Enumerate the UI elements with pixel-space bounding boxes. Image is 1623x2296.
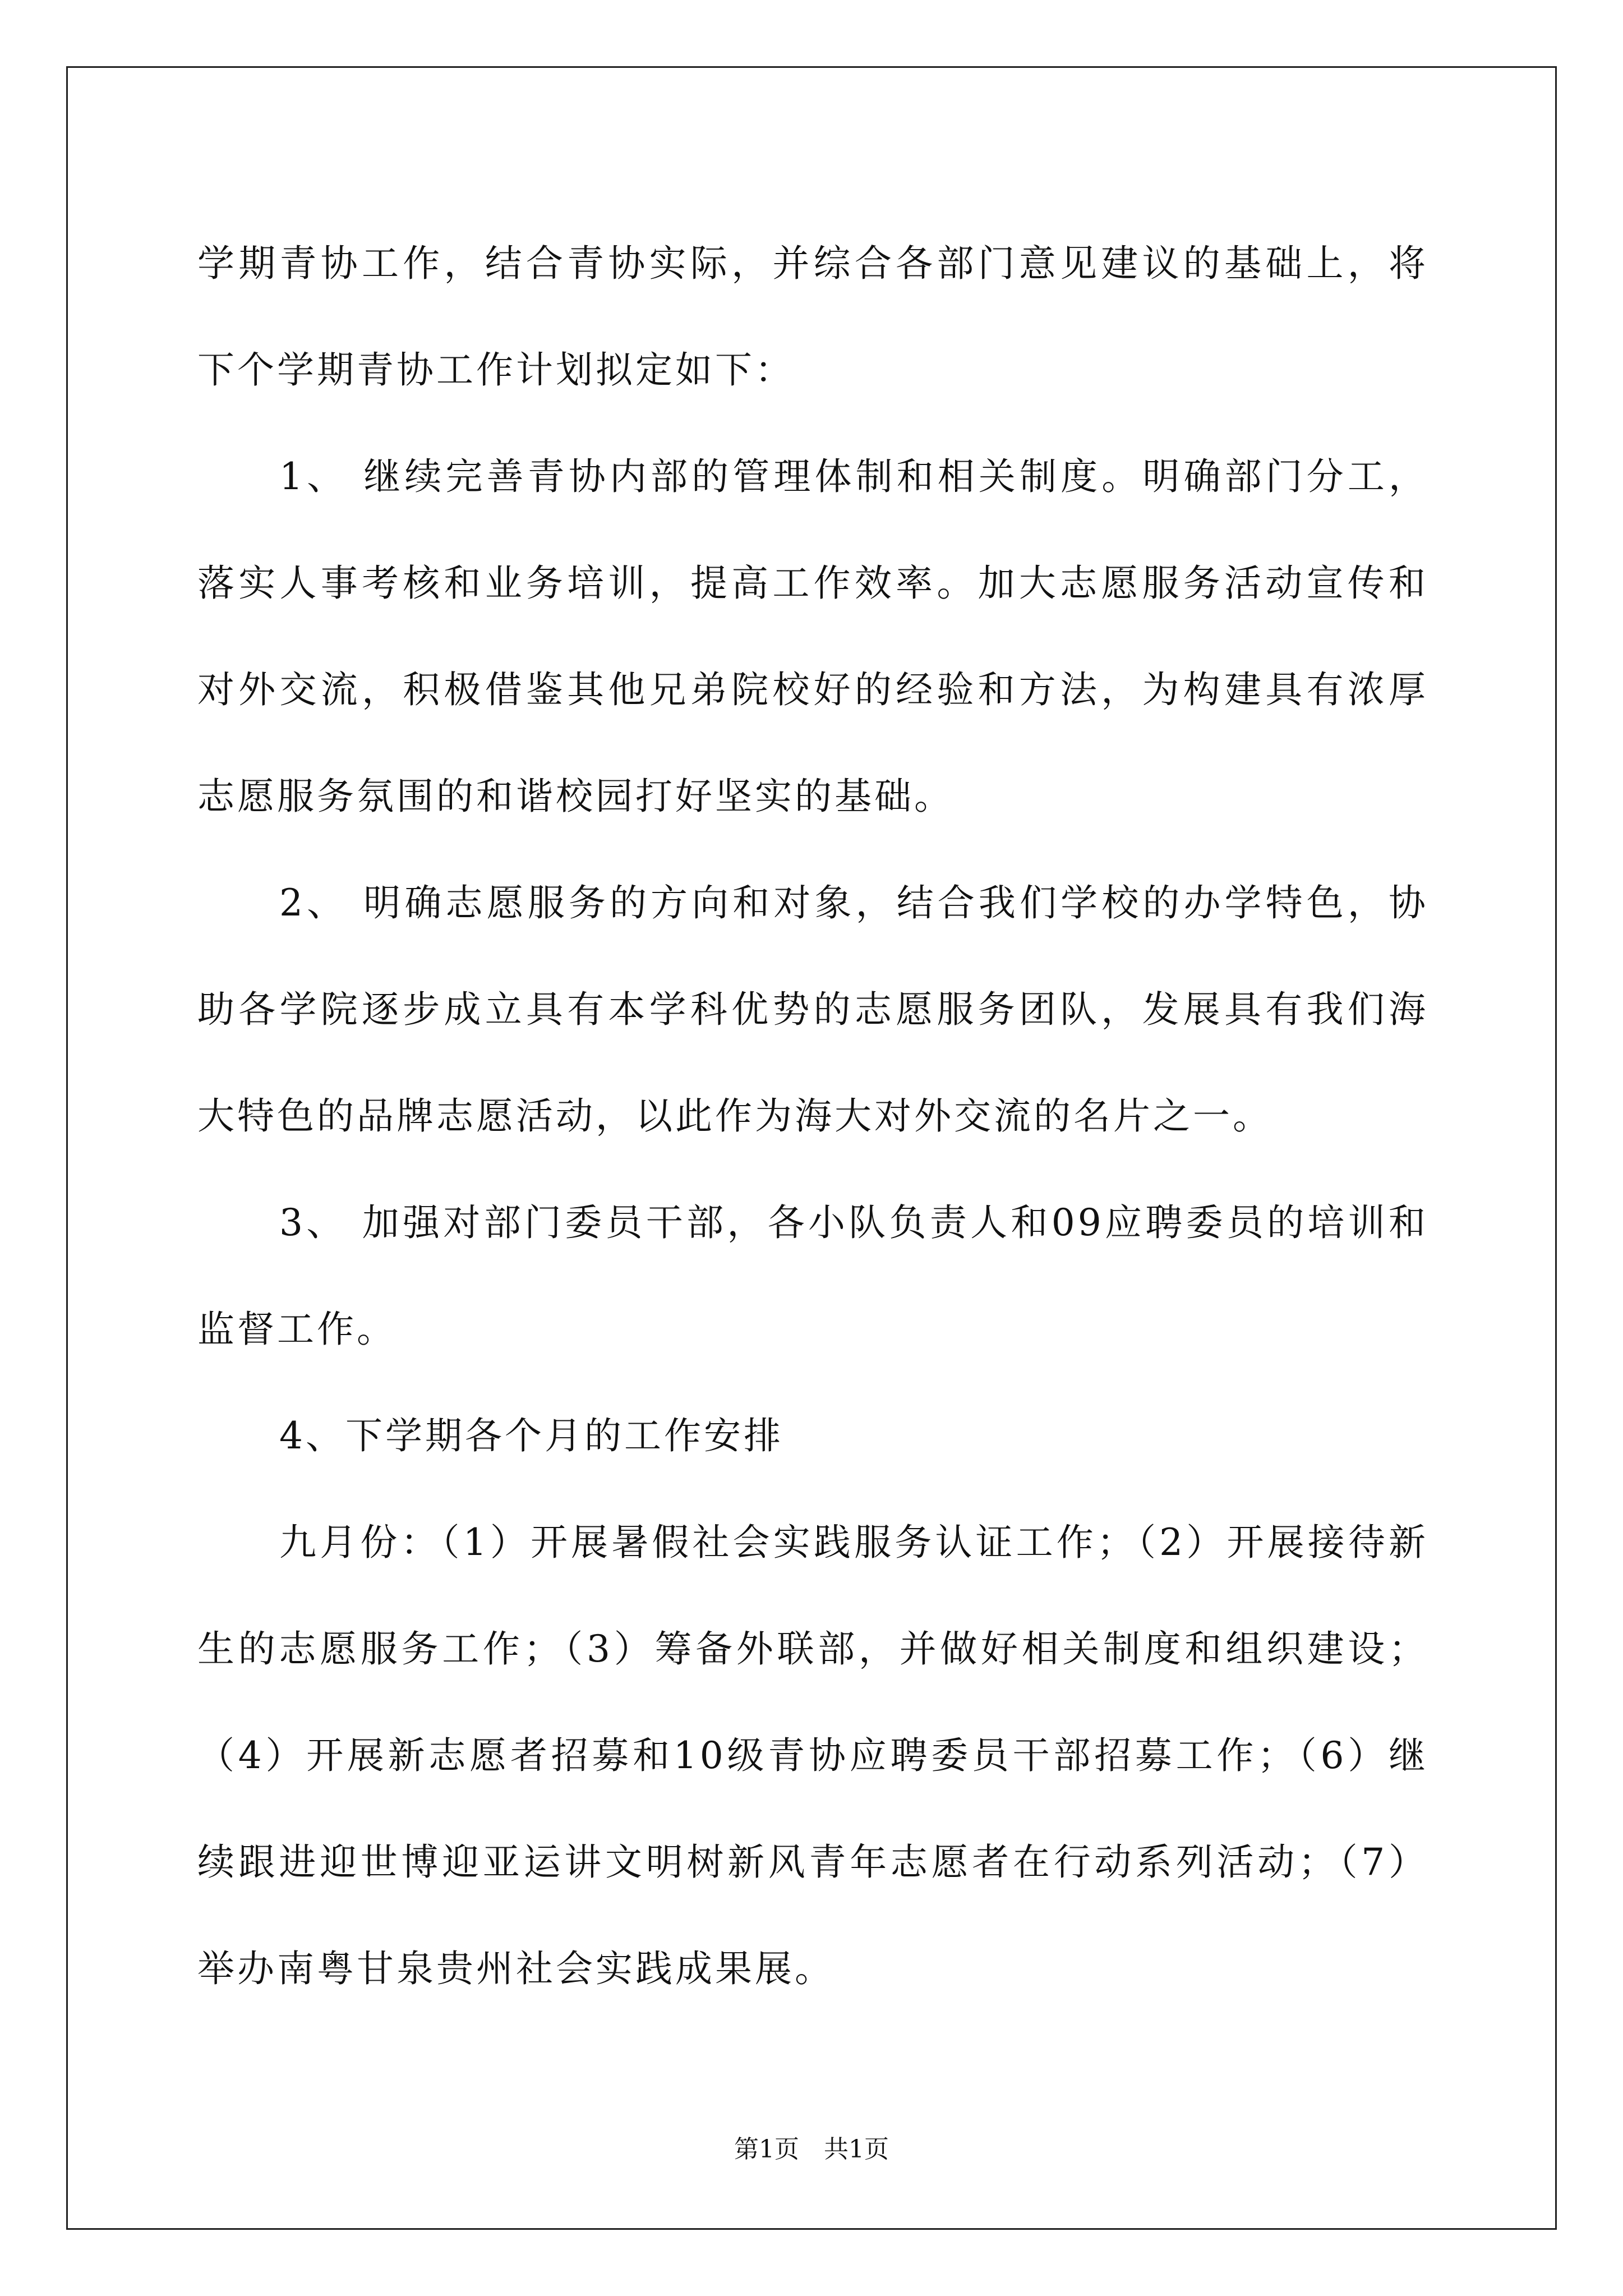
page-footer [0, 2129, 1623, 2165]
paragraph-item-2: 2、 明确志愿服务的方向和对象，结合我们学校的办学特色，协助各学院逐步成立具有本学科优势的志愿服务团队，发展具有我们海大特色的品牌志愿活动，以此作为海大对外交流的名片之一。 [197, 881, 1428, 1138]
paragraph-item-1: 1、 继续完善青协内部的管理体制和相关制度。明确部门分工，落实人事考核和业务培训，提高工作效率。加大志愿服务活动宣传和对外交流，积极借鉴其他兄弟院校好的经验和方法，为构建具有浓厚志愿服务氛围的和谐校园打好坚实的基础。 [197, 455, 1428, 818]
page-number-current: 第1页 [734, 2135, 799, 2164]
page-number-total: 共1页 [824, 2135, 889, 2164]
paragraph-item-4-heading: 4、下学期各个月的工作安排 [279, 1414, 783, 1457]
paragraph-intro: 学期青协工作，结合青协实际，并综合各部门意见建议的基础上，将下个学期青协工作计划拟定如下： [197, 242, 1428, 392]
document-body [197, 210, 1428, 2022]
paragraph-september-plan: 九月份：（1）开展暑假社会实践服务认证工作；（2）开展接待新生的志愿服务工作；（3）筹备外联部，并做好相关制度和组织建设；（4）开展新志愿者招募和10级青协应聘委员干部招募工作；（6）继续跟进迎世博迎亚运讲文明树新风青年志愿者在行动系列活动；（7）举办南粤甘泉贵州社会实践成果展。 [197, 1521, 1428, 1990]
paragraph-item-3: 3、 加强对部门委员干部，各小队负责人和09应聘委员的培训和监督工作。 [197, 1201, 1428, 1351]
